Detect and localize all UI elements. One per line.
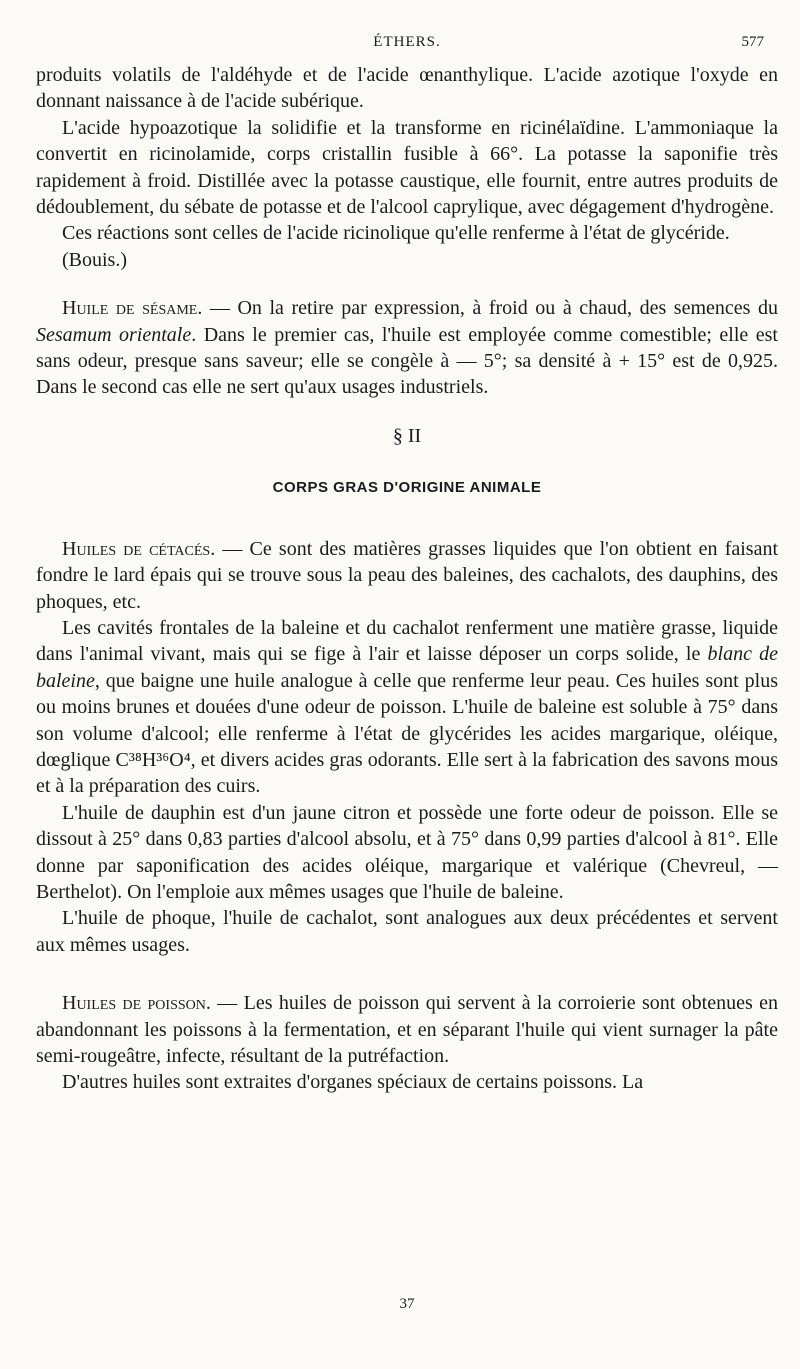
author-attribution: (Bouis.) (62, 248, 127, 271)
cetaces-text-2b: , que baigne une huile analogue à celle que renferme leur peau. Ces huiles sont plus ou moins brunes et douées d'une odeur de poisson. L'huile de baleine est soluble à 75° dans son volume d'alcool; elle renferme à l'état de glycérides les acides margarique, oléique, dœglique C³⁸H³⁶O⁴, et divers acides gras odorants. Elle sert à la fabrication des savons mous et à la préparation des cuirs. (36, 669, 778, 798)
paragraph-cetaces-cavites (36, 615, 778, 800)
cetaces-text-1: — Ce sont des matières grasses liquides que l'on obtient en faisant fondre le lard épais qui se trouve sous la peau des baleines, des cachalots, des dauphins, des phoques, etc. (36, 537, 778, 613)
body-text (36, 62, 778, 1096)
paragraph-cetaces-intro (36, 536, 778, 615)
paragraph-hypoazotique: L'acide hypoazotique la solidifie et la transforme en ricinélaïdine. L'ammoniaque la convertit en ricinolamide, corps cristallin fusible à 66°. La potasse la saponifie très rapidement à froid. Distillée avec la potasse caustique, elle fournit, entre autres produits de dédoublement, du sébate de potasse et de l'alcool caprylique, avec dégagement d'hydrogène. (36, 116, 778, 219)
paragraph-poisson (36, 990, 778, 1069)
paragraph-continuation: produits volatils de l'aldéhyde et de l'acide œnanthylique. L'acide azotique l'oxyde en donnant naissance à de l'acide subérique. (36, 64, 778, 113)
running-title: ÉTHERS. (373, 34, 441, 50)
cetaces-text-2a: Les cavités frontales de la baleine et du cachalot renferment une matière grasse, liquide dans l'animal vivant, mais qui se fige à l'air et laisse déposer un corps solide, le (36, 616, 778, 666)
entry-title-sesame: Huile de sésame. (62, 297, 203, 320)
section-mark: § II (392, 424, 422, 447)
sesame-text-a: — On la retire par expression, à froid ou à chaud, des semences du (202, 297, 778, 320)
sesame-species: Sesamum orientale (36, 323, 192, 346)
paragraph-poisson-organes: D'autres huiles sont extraites d'organes spéciaux de certains poissons. La (62, 1071, 644, 1094)
paragraph-phoque: L'huile de phoque, l'huile de cachalot, sont analogues aux deux précédentes et servent aux mêmes usages. (36, 907, 778, 956)
section-heading: CORPS GRAS D'ORIGINE ANIMALE (272, 479, 542, 497)
signature-number: 37 (399, 1296, 415, 1312)
blanc-de-baleine: blanc de baleine (36, 643, 778, 692)
page (36, 0, 778, 1369)
paragraph-sesame (36, 295, 778, 401)
paragraph-dauphin: L'huile de dauphin est d'un jaune citron et possède une forte odeur de poisson. Elle se dissout à 25° dans 0,83 parties d'alcool absolu, et à 75° dans 0,99 parties d'alcool à 81°. Elle donne par saponification des acides oléique, margarique et valérique (Chevreul, — Berthelot). On l'emploie aux mêmes usages que l'huile de baleine. (36, 801, 778, 903)
sesame-text-b: . Dans le premier cas, l'huile est employée comme comestible; elle est sans odeur, presque sans saveur; elle se congèle à — 5°; sa densité à + 15° est de 0,925. Dans le second cas elle ne sert qu'aux usages industriels. (36, 323, 778, 399)
poisson-text-1: — Les huiles de poisson qui servent à la corroierie sont obtenues en abandonnant les poissons à la fermentation, et en séparant l'huile qui vient surnager la pâte semi-rougeâtre, infecte, résultant de la putréfaction. (36, 992, 779, 1067)
page-number: 577 (741, 34, 764, 50)
paragraph-reactions: Ces réactions sont celles de l'acide ricinolique qu'elle renferme à l'état de glycéride. (62, 222, 730, 245)
running-head (36, 34, 778, 56)
entry-title-poisson: Huiles de poisson. (62, 992, 211, 1015)
entry-title-cetaces: Huiles de cétacés. (62, 537, 216, 560)
